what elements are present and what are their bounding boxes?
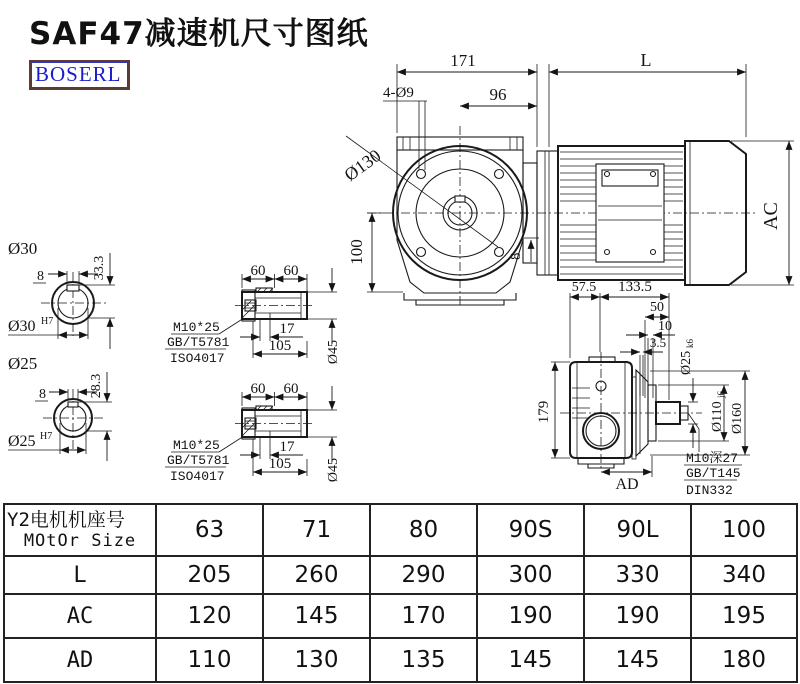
page-title: SAF47减速机尺寸图纸 <box>29 16 369 52</box>
cell-AC-90S: 190 <box>477 594 584 638</box>
table-row-L <box>4 556 797 594</box>
shaft2-dim-60a: 60 <box>250 381 266 397</box>
cell-AD-71: 130 <box>263 638 370 682</box>
cell-AC-63: 120 <box>156 594 263 638</box>
bore30-fit-label: Ø30 <box>8 318 36 335</box>
gearbox-front-view <box>346 126 758 308</box>
dim-25k6-label <box>679 339 695 376</box>
dim-96-label: 96 <box>489 85 507 104</box>
dim-35-label: 3.5 <box>649 335 667 350</box>
shaft1-std2-label: ISO4017 <box>170 351 225 366</box>
cell-L-100: 340 <box>691 556 797 594</box>
cell-L-90S: 300 <box>477 556 584 594</box>
cell-AD-80: 135 <box>370 638 477 682</box>
shaft1-dim-105: 105 <box>268 338 292 354</box>
dim-10-label: 10 <box>658 319 672 334</box>
dim-57-label: 57.5 <box>571 280 597 295</box>
bore30-depth-label: 33.3 <box>92 255 107 281</box>
dim-160-label: Ø160 <box>730 402 745 434</box>
cell-AD-63: 110 <box>156 638 263 682</box>
col-90L: 90L <box>584 504 691 556</box>
output-shaft-view-1 <box>165 263 341 366</box>
cell-AD-100: 180 <box>691 638 797 682</box>
row-label-AD: AD <box>4 638 156 682</box>
cell-L-71: 260 <box>263 556 370 594</box>
dim-171-label: 171 <box>450 51 476 70</box>
header-en: MOtOr Size <box>23 531 137 551</box>
cell-AC-80: 170 <box>370 594 477 638</box>
col-63: 63 <box>156 504 263 556</box>
bore-section-25 <box>8 354 112 461</box>
shaft2-std1-label: GB/T5781 <box>167 453 230 468</box>
table-row-AD <box>4 638 797 682</box>
cell-L-80: 290 <box>370 556 477 594</box>
bore25-fit-tol: H7 <box>40 431 53 442</box>
cell-AC-100: 195 <box>691 594 797 638</box>
cell-AD-90L: 145 <box>584 638 691 682</box>
table-header-motor-size <box>4 504 156 556</box>
svg-text:j6: j6 <box>716 390 726 398</box>
shaft1-dim-45: Ø45 <box>326 339 341 365</box>
shaft2-screw-label: M10*25 <box>173 438 220 453</box>
dim-179-label: 179 <box>536 400 552 424</box>
table-header-row <box>4 504 797 556</box>
dim-AD-label: AD <box>615 476 639 493</box>
dim-133-label: 133.5 <box>618 279 652 295</box>
col-90S: 90S <box>477 504 584 556</box>
shaft1-std1-label: GB/T5781 <box>167 335 230 350</box>
cell-AC-90L: 190 <box>584 594 691 638</box>
shaft1-dim-17: 17 <box>279 321 295 337</box>
dim-100-label: 100 <box>347 239 366 265</box>
cell-AD-90S: 145 <box>477 638 584 682</box>
bore30-keywidth-label: 8 <box>37 269 44 284</box>
shaft2-dim-60b: 60 <box>283 381 299 397</box>
bore25-label: Ø25 <box>8 354 38 373</box>
motor-size-table <box>3 503 798 683</box>
table-row-AC <box>4 594 797 638</box>
dim-50-label: 50 <box>650 300 664 315</box>
dim-110j6-label <box>710 390 726 432</box>
header-cn: Y2电机机座号 <box>7 509 125 531</box>
cell-AC-71: 145 <box>263 594 370 638</box>
svg-text:Ø110: Ø110 <box>710 401 725 432</box>
col-71: 71 <box>263 504 370 556</box>
sideview-std1-label: GB/T145 <box>686 466 741 481</box>
shaft2-dim-45: Ø45 <box>326 457 341 483</box>
shaft2-dim-17: 17 <box>279 439 295 455</box>
sideview-tap-label: M10深27 <box>686 451 739 466</box>
svg-text:Ø25: Ø25 <box>679 350 694 375</box>
dim-holes-label: 4-Ø9 <box>383 85 414 101</box>
shaft1-screw-label: M10*25 <box>173 320 220 335</box>
brand-logo: BOSERL <box>29 60 130 90</box>
bore25-keywidth-label: 8 <box>39 387 46 402</box>
row-label-L: L <box>4 556 156 594</box>
output-shaft-view-2 <box>165 381 341 484</box>
bore25-fit-label: Ø25 <box>8 433 36 450</box>
bore30-label: Ø30 <box>8 239 38 258</box>
shaft1-dim-60a: 60 <box>250 263 266 279</box>
gearbox-side-view <box>536 279 750 498</box>
bore-section-30 <box>8 239 115 349</box>
dim-AC-label: AC <box>760 202 782 230</box>
bore30-fit-tol: H7 <box>41 316 54 327</box>
shaft2-std2-label: ISO4017 <box>170 469 225 484</box>
dim-8-label: 8 <box>508 252 524 260</box>
cell-L-90L: 330 <box>584 556 691 594</box>
dim-130-label: Ø130 <box>340 145 385 185</box>
shaft2-dim-105: 105 <box>268 456 292 472</box>
shaft1-dim-60b: 60 <box>283 263 299 279</box>
sideview-std2-label: DIN332 <box>686 483 733 498</box>
cell-L-63: 205 <box>156 556 263 594</box>
row-label-AC: AC <box>4 594 156 638</box>
col-80: 80 <box>370 504 477 556</box>
bore25-depth-label: 28.3 <box>89 373 104 399</box>
dim-L-label: L <box>640 50 652 70</box>
svg-text:k6: k6 <box>685 339 695 348</box>
col-100: 100 <box>691 504 797 556</box>
